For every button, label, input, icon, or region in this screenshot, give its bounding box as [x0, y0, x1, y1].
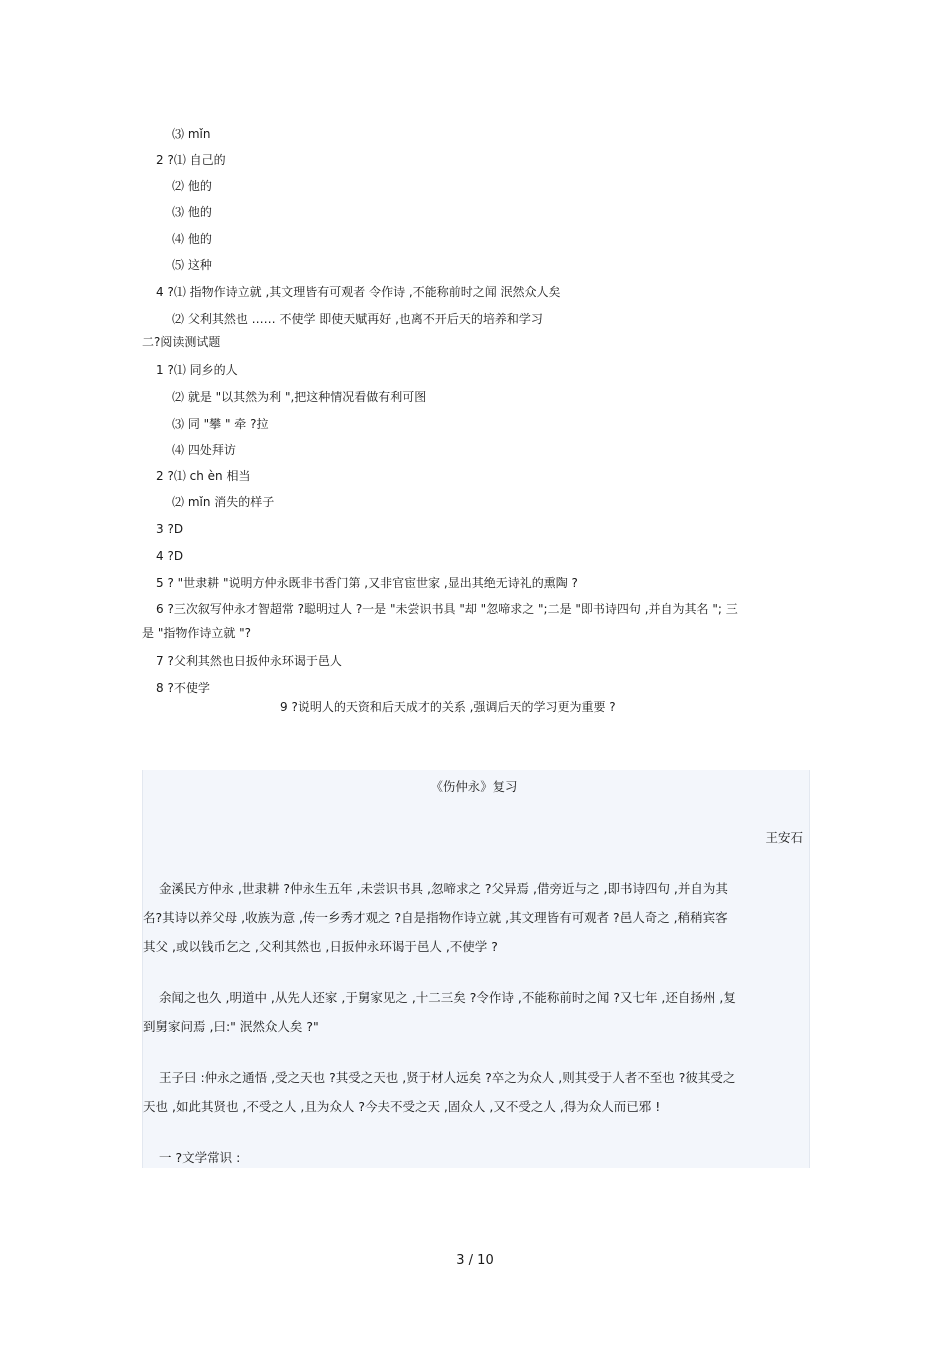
passage-section-heading: 一 ?文学常识 :	[159, 1150, 241, 1165]
answer-line: 5 ? "世隶耕 "说明方仲永既非书香门第 ,又非官宦世家 ,显出其绝无诗礼的熏陶 ?	[156, 576, 578, 590]
answer-line: 是 "指物作诗立就 "?	[142, 626, 252, 640]
answer-line: 1 ?⑴ 同乡的人	[156, 363, 238, 377]
answer-line: ⑵ 就是 "以其然为利 ",把这种情况看做有利可图	[172, 390, 427, 404]
passage-line: 名?其诗以养父母 ,收族为意 ,传一乡秀才观之 ?自是指物作诗立就 ,其文理皆有可观者 ?邑人奇之 ,稍稍宾客	[143, 910, 728, 925]
answer-line: ⑸ 这种	[172, 258, 212, 272]
answer-line: ⑷ 四处拜访	[172, 443, 236, 457]
passage-box	[142, 770, 810, 1168]
answer-line: 8 ?不使学	[156, 681, 210, 695]
answer-line: 3 ?D	[156, 522, 184, 536]
answer-line: ⑵ mǐn 消失的样子	[172, 495, 275, 509]
answer-line: ⑵ 他的	[172, 179, 212, 193]
passage-line: 天也 ,如此其贤也 ,不受之人 ,且为众人 ?今夫不受之天 ,固众人 ,又不受之人 ,得为众人而已邪 !	[143, 1099, 661, 1114]
answer-line: ⑷ 他的	[172, 232, 212, 246]
answer-line: ⑶ 他的	[172, 205, 212, 219]
answer-line: 4 ?D	[156, 549, 184, 563]
passage-line: 到舅家问焉 ,曰:" 泯然众人矣 ?"	[143, 1019, 319, 1034]
page-number: 3 / 10	[456, 1253, 494, 1268]
passage-line: 余闻之也久 ,明道中 ,从先人还家 ,于舅家见之 ,十二三矣 ?令作诗 ,不能称前时之闻 ?又七年 ,还自扬州 ,复	[159, 990, 736, 1005]
answer-line: 2 ?⑴ ch èn 相当	[156, 469, 251, 483]
passage-line: 金溪民方仲永 ,世隶耕 ?仲永生五年 ,未尝识书具 ,忽啼求之 ?父异焉 ,借旁近与之 ,即书诗四句 ,并自为其	[159, 881, 728, 896]
answer-line: 2 ?⑴ 自己的	[156, 153, 226, 167]
passage-line: 王子曰 :仲永之通悟 ,受之天也 ?其受之天也 ,贤于材人远矣 ?卒之为众人 ,则其受于人者不至也 ?彼其受之	[159, 1070, 736, 1085]
answer-line: ⑵ 父利其然也 …… 不使学 即使天赋再好 ,也离不开后天的培养和学习	[172, 312, 543, 326]
passage-title: 《伤仲永》复习	[430, 779, 518, 794]
answer-line: 6 ?三次叙写仲永才智超常 ?聪明过人 ?一是 "未尝识书具 "却 "忽啼求之 ";二是 "即书诗四句 ,并自为其名 "; 三	[156, 602, 738, 616]
answer-line: 9 ?说明人的天资和后天成才的关系 ,强调后天的学习更为重要 ?	[280, 700, 616, 714]
answer-line: 4 ?⑴ 指物作诗立就 ,其文理皆有可观者 令作诗 ,不能称前时之闻 泯然众人矣	[156, 285, 561, 299]
answer-line: ⑶ mǐn	[172, 127, 211, 141]
section-heading: 二?阅读测试题	[142, 335, 221, 349]
answer-line: ⑶ 同 "攀 " 牵 ?拉	[172, 417, 269, 431]
answer-line: 7 ?父利其然也日扳仲永环谒于邑人	[156, 654, 342, 668]
passage-line: 其父 ,或以钱币乞之 ,父利其然也 ,日扳仲永环谒于邑人 ,不使学 ?	[143, 939, 498, 954]
passage-author: 王安石	[765, 830, 803, 845]
